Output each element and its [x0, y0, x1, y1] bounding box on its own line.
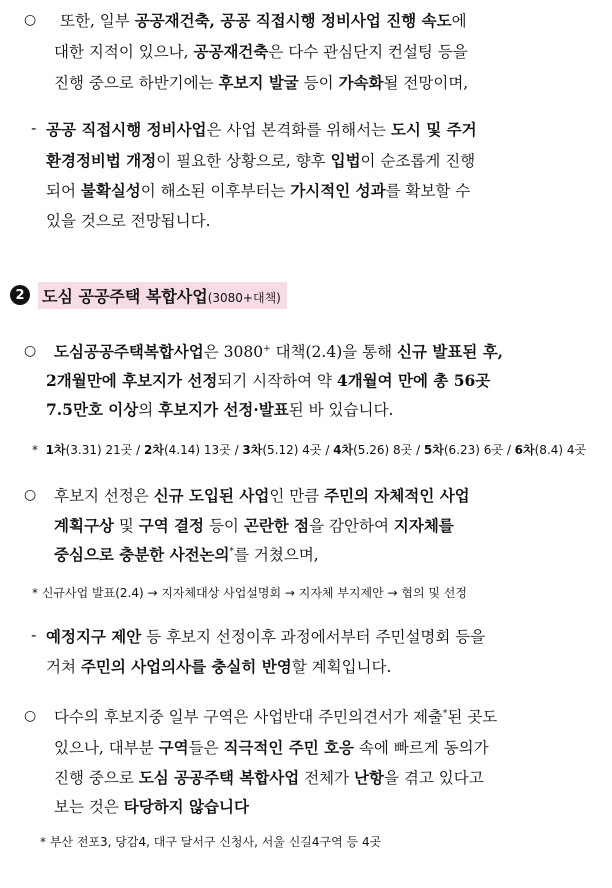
- text-line: 있을 것으로 전망됩니다.: [46, 212, 211, 230]
- footnote-schedule: * 1차(3.31) 21곳 / 2차(4.14) 13곳 / 3차(5.12) 4곳 / 4차(5.26) 8곳 / 5차(6.23) 6곳 / 6차(8.4) 4곳: [32, 443, 587, 457]
- text-line: 또한, 일부 공공재건축, 공공 직접시행 정비사업 진행 속도에: [60, 11, 467, 30]
- circle-bullet: ○: [24, 12, 37, 28]
- text-line: 2개월만에 후보지가 선정되기 시작하여 약 4개월여 만에 총 56곳: [46, 371, 491, 390]
- text-line: 보는 것은 타당하지 않습니다: [54, 797, 249, 816]
- text-line: 7.5만호 이상의 후보지가 선정·발표된 바 있습니다.: [46, 400, 394, 419]
- text-line: 환경정비법 개정이 필요한 상황으로, 향후 입법이 순조롭게 진행: [46, 151, 476, 170]
- footnote-areas: * 부산 전포3, 당감4, 대구 달서구 신청사, 서울 신길4구역 등 4곳: [40, 835, 382, 849]
- footnote-process: * 신규사업 발표(2.4) → 지자체대상 사업설명회 → 지자체 부지제안 → 협의 및 선정: [32, 586, 467, 600]
- section-title: 도심 공공주택 복합사업(3080+대책): [38, 282, 287, 309]
- circle-bullet: ○: [24, 708, 37, 724]
- text-line: 도심공공주택복합사업은 3080+ 대책(2.4)을 통해 신규 발표된 후,: [54, 342, 504, 361]
- text-line: 예정지구 제안 등 후보지 선정이후 과정에서부터 주민설명회 등을: [46, 627, 486, 646]
- text-line: 공공 직접시행 정비사업은 사업 본격화를 위해서는 도시 및 주거: [46, 120, 477, 139]
- text-line: 후보지 선정은 신규 도입된 사업인 만큼 주민의 자체적인 사업: [54, 486, 470, 505]
- text-line: 되어 불확실성이 해소된 이후부터는 가시적인 성과를 확보할 수: [46, 181, 471, 200]
- dash-bullet: -: [31, 119, 37, 137]
- text-line: 진행 중으로 하반기에는 후보지 발굴 등이 가속화될 전망이며,: [54, 73, 469, 92]
- text-line: 대한 지적이 있으나, 공공재건축은 다수 관심단지 컨설팅 등을: [54, 42, 468, 61]
- text-line: 중심으로 충분한 사전논의*를 거쳤으며,: [54, 545, 319, 564]
- dash-bullet: -: [31, 626, 37, 644]
- circle-bullet: ○: [24, 343, 37, 359]
- section-heading: [10, 282, 287, 308]
- text-line: 있으나, 대부분 구역들은 직극적인 주민 호응 속에 빠르게 동의가: [54, 738, 489, 757]
- circle-bullet: ○: [24, 487, 37, 503]
- section-number-badge: 2: [10, 285, 30, 305]
- text-line: 거쳐 주민의 사업의사를 충실히 반영할 계획입니다.: [46, 657, 392, 676]
- text-line: 진행 중으로 도심 공공주택 복합사업 전체가 난항을 겪고 있다고: [54, 768, 484, 787]
- text-line: 다수의 후보지중 일부 구역은 사업반대 주민의견서가 제출*된 곳도: [54, 708, 498, 726]
- text-line: 계획구상 및 구역 결정 등이 곤란한 점을 감안하여 지자체를: [54, 516, 454, 535]
